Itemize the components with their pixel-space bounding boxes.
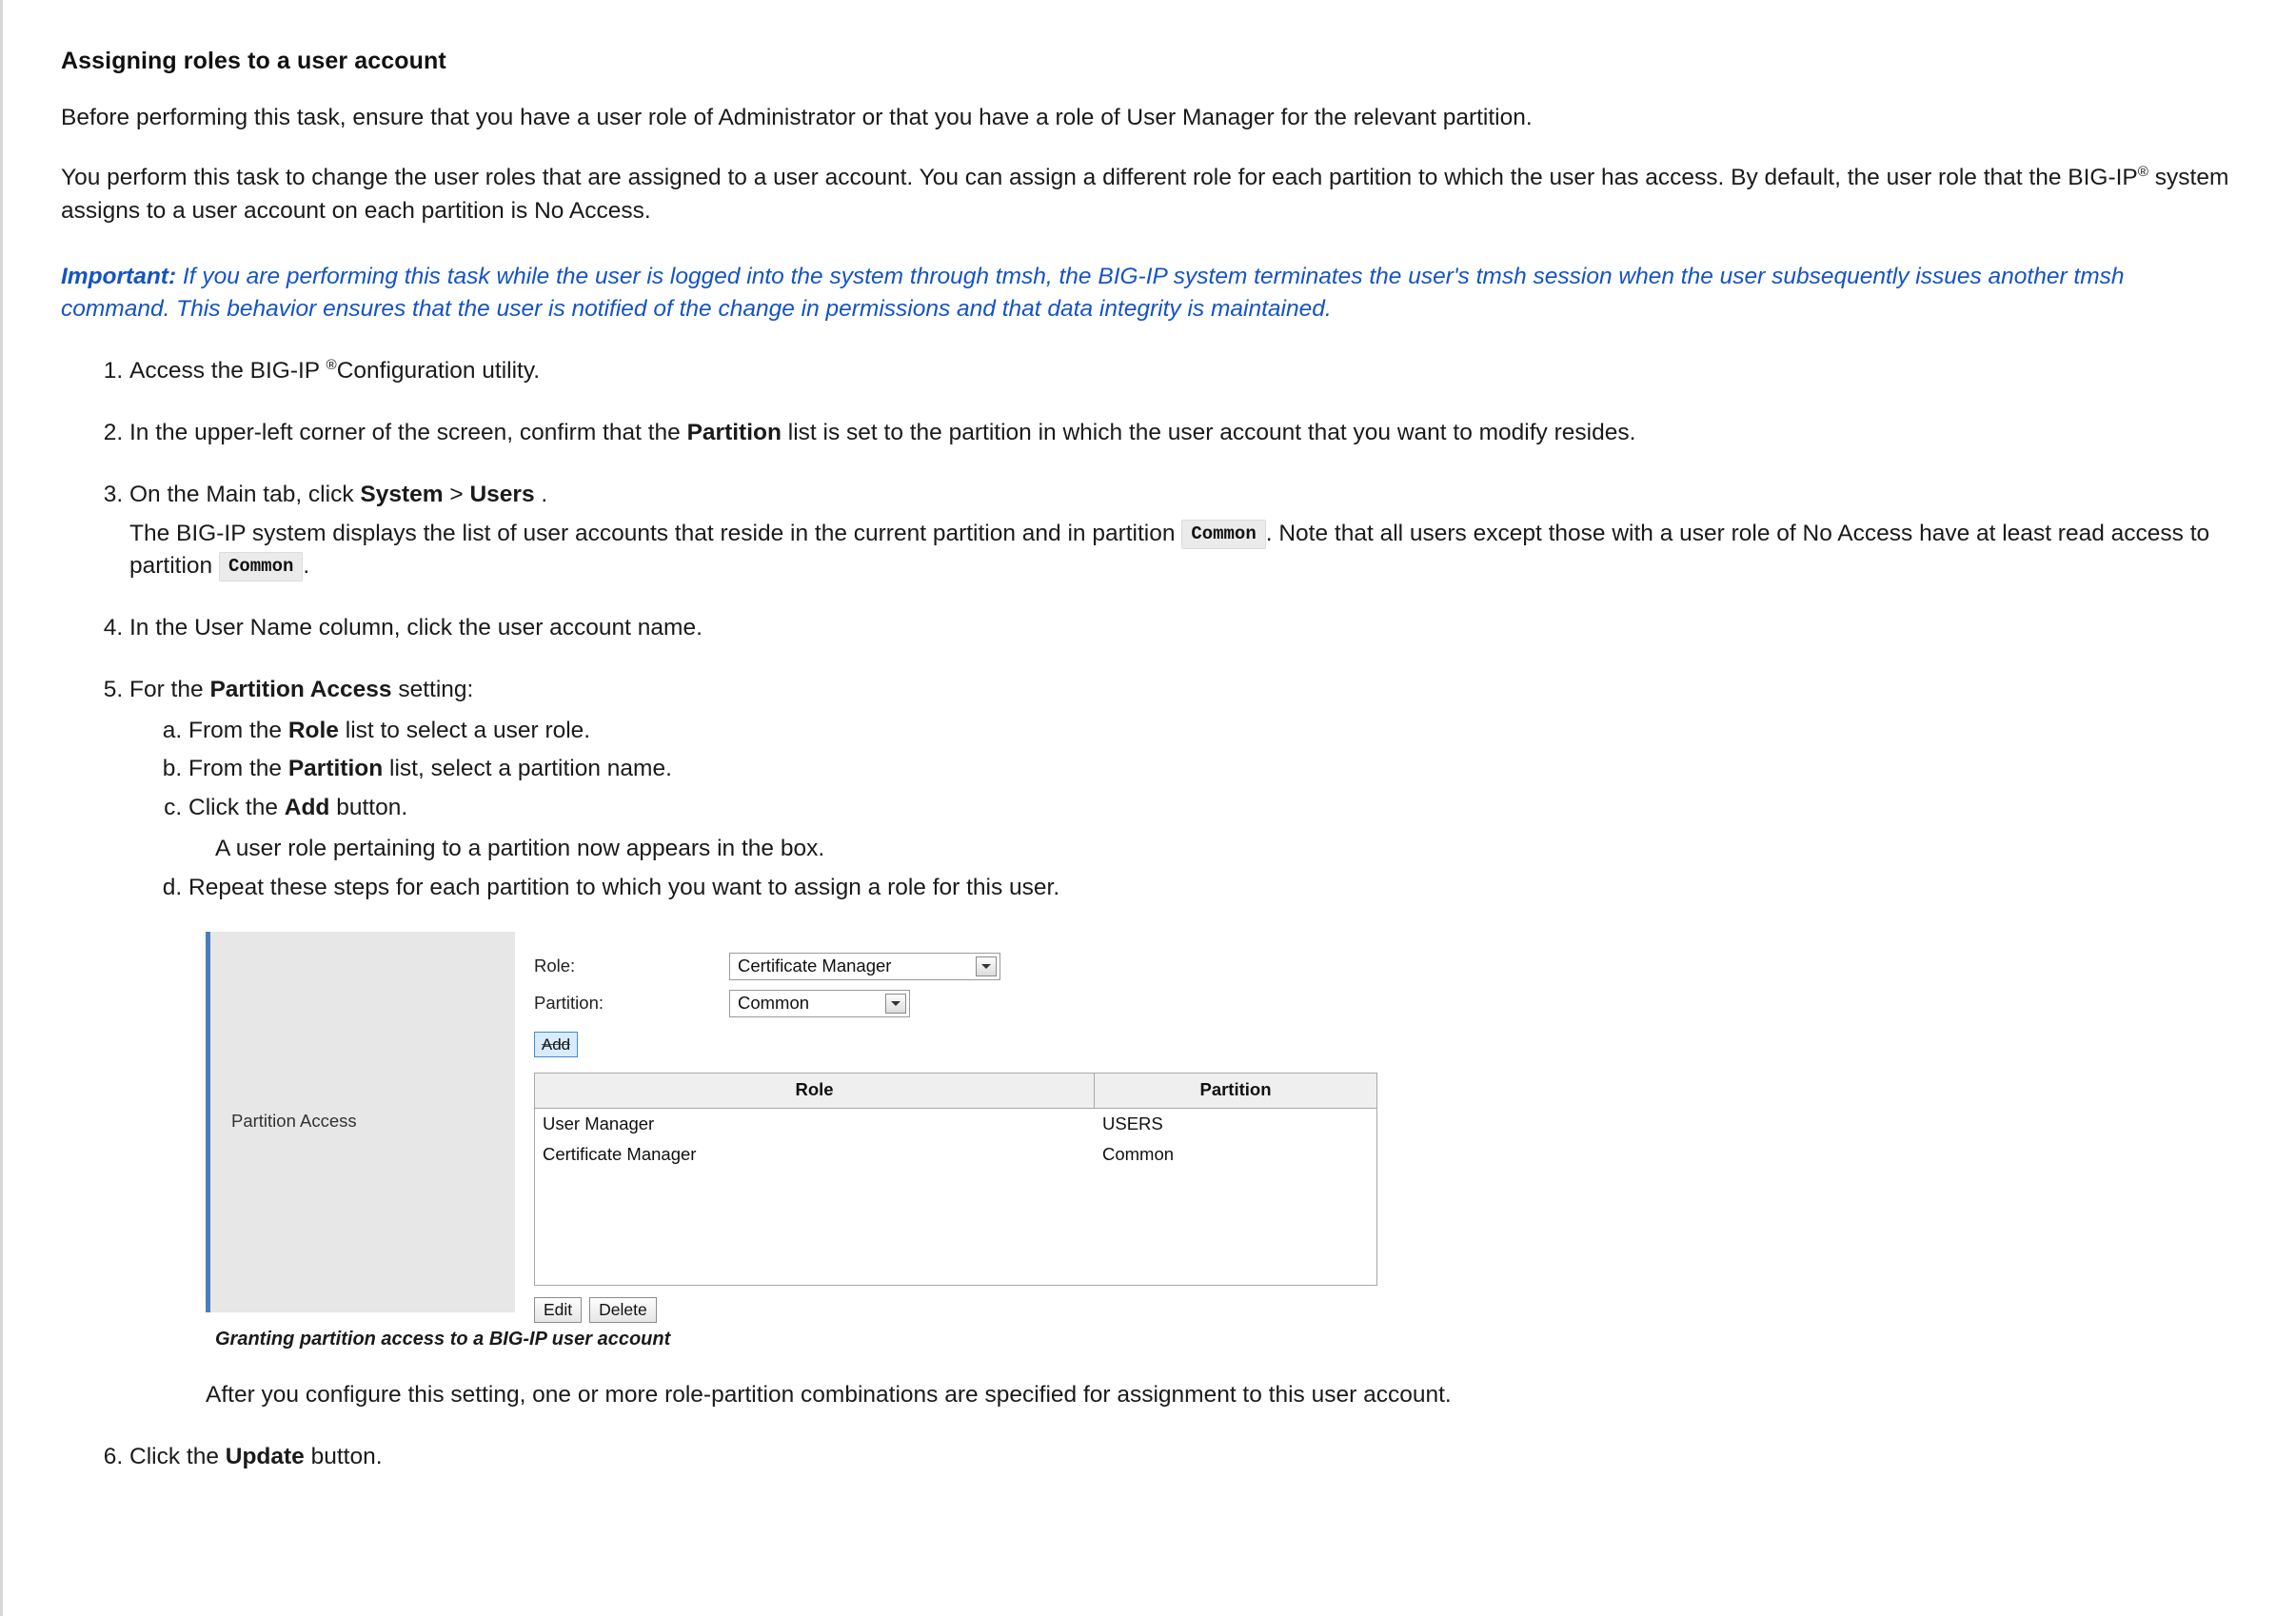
screenshot-body xyxy=(515,932,1380,1319)
step-5-substeps xyxy=(129,715,2235,905)
registered-mark-icon: ® xyxy=(326,357,337,374)
procedure-steps-continued xyxy=(61,1441,2235,1474)
role-select[interactable] xyxy=(729,953,1000,980)
step-3-note-b: . Note that all users except those with a user role of No Access have at least read access to partition xyxy=(129,520,2210,580)
page-title: Assigning roles to a user account xyxy=(61,48,446,74)
substep-c-bold-add: Add xyxy=(284,795,330,821)
step-5-text-b: setting: xyxy=(391,676,474,702)
after-figure-text: After you configure this setting, one or more role-partition combinations are specified for assignment to this user account. xyxy=(206,1381,1452,1408)
important-label: Important: xyxy=(61,263,177,289)
substep-c xyxy=(188,792,2235,866)
step-6 xyxy=(129,1441,2235,1474)
intro-text-part2: system assigns to a user account on each partition is No Access. xyxy=(61,164,2229,224)
figure-caption: Granting partition access to a BIG-IP user account xyxy=(215,1328,671,1350)
step-2-bold-partition: Partition xyxy=(686,420,782,445)
step-3 xyxy=(129,479,2235,583)
step-3-note-c: . xyxy=(303,553,310,580)
step-6-text-a: Click the xyxy=(129,1443,226,1469)
table-cell-role: Certificate Manager xyxy=(543,1143,697,1164)
step-1-text-a: Access the BIG-IP xyxy=(129,358,327,384)
table-cell-partition: Common xyxy=(1102,1143,1175,1164)
partition-field-label: Partition: xyxy=(534,992,604,1013)
step-2-text-b: list is set to the partition in which the user account that you want to modify resides. xyxy=(781,420,1636,445)
table-row[interactable] xyxy=(535,1109,1376,1139)
substep-c-text-a: Click the xyxy=(188,795,285,821)
substep-b-text-b: list, select a partition name. xyxy=(383,756,672,782)
chevron-down-icon[interactable] xyxy=(885,994,906,1014)
table-header-partition: Partition xyxy=(1199,1079,1272,1100)
substep-a-text-a: From the xyxy=(188,717,288,743)
table-row[interactable] xyxy=(535,1139,1376,1170)
prerequisite-text: Before performing this task, ensure that you have a user role of Administrator or that you have a role of User Manager for the relevant partition. xyxy=(61,105,1533,130)
code-tag-common-2: Common xyxy=(219,552,303,581)
role-field-row xyxy=(534,953,1380,980)
screenshot-label-column xyxy=(206,932,515,1312)
substep-c-text-b: button. xyxy=(329,795,408,821)
step-3-text-a: On the Main tab, click xyxy=(129,481,361,507)
step-3-bold-users: Users xyxy=(469,481,535,507)
important-note xyxy=(61,261,2235,327)
step-2-text-a: In the upper-left corner of the screen, confirm that the xyxy=(129,420,687,445)
add-button[interactable]: Add xyxy=(534,1032,578,1057)
substep-d-text: Repeat these steps for each partition to which you want to assign a role for this user. xyxy=(188,874,1060,900)
substep-c-note: A user role pertaining to a partition now appears in the box. xyxy=(215,836,825,862)
partition-field-row xyxy=(534,990,1380,1017)
figure-partition-access xyxy=(206,932,2235,1352)
step-4 xyxy=(129,612,2235,645)
step-5-text-a: For the xyxy=(129,676,210,702)
important-text: If you are performing this task while the user is logged into the system through tmsh, the BIG-IP system terminates the user's tmsh session when the user subsequently issues another tmsh command. This behavior ensures that the user is notified of the change in permissions and that data integrity is maintained. xyxy=(61,263,2125,323)
substep-d xyxy=(188,872,2235,905)
step-1-text-b: Configuration utility. xyxy=(336,358,541,384)
table-cell-role: User Manager xyxy=(543,1113,655,1133)
intro-text-part1: You perform this task to change the user roles that are assigned to a user account. You can assign a different role for each partition to which the user has access. By default, the user role that the BIG-IP xyxy=(61,164,2138,190)
delete-button[interactable]: Delete xyxy=(589,1297,657,1323)
step-6-bold-update: Update xyxy=(225,1443,305,1469)
table-cell-partition: USERS xyxy=(1102,1113,1163,1133)
edit-button[interactable]: Edit xyxy=(534,1297,582,1323)
substep-a-bold-role: Role xyxy=(287,717,339,743)
step-3-separator: > xyxy=(443,481,470,507)
table-body xyxy=(535,1109,1376,1285)
step-6-text-b: button. xyxy=(304,1443,383,1469)
table-header-role: Role xyxy=(535,1074,1095,1107)
step-2 xyxy=(129,417,2235,450)
step-3-note xyxy=(129,518,2235,584)
substep-b-text-a: From the xyxy=(188,756,288,782)
step-5-bold-partition-access: Partition Access xyxy=(209,676,392,702)
procedure-steps xyxy=(61,355,2235,1412)
substep-a xyxy=(188,715,2235,748)
partition-select[interactable] xyxy=(729,990,910,1017)
step-1 xyxy=(129,355,2235,388)
role-select-value: Certificate Manager xyxy=(738,955,892,976)
screenshot-partition-access xyxy=(206,932,1381,1319)
step-3-bold-system: System xyxy=(360,481,444,507)
role-partition-table xyxy=(534,1073,1377,1285)
partition-select-value: Common xyxy=(738,992,810,1013)
substep-a-text-b: list to select a user role. xyxy=(338,717,591,743)
intro-paragraph xyxy=(61,162,2235,228)
page-left-rule xyxy=(0,0,3,1616)
step-3-note-a: The BIG-IP system displays the list of user accounts that reside in the current partition and in partition xyxy=(129,520,1182,546)
step-3-text-b: . xyxy=(534,481,548,507)
table-action-buttons xyxy=(534,1297,1380,1323)
substep-b-bold-partition: Partition xyxy=(287,756,384,782)
chevron-down-icon[interactable] xyxy=(976,956,997,976)
code-tag-common-1: Common xyxy=(1181,520,1265,549)
step-4-text: In the User Name column, click the user account name. xyxy=(129,615,703,641)
role-field-label: Role: xyxy=(534,955,576,976)
step-5 xyxy=(129,674,2235,1412)
substep-b xyxy=(188,753,2235,786)
screenshot-setting-label: Partition Access xyxy=(231,1110,357,1131)
registered-mark-icon: ® xyxy=(2137,163,2148,180)
prerequisite-paragraph xyxy=(61,102,2235,135)
table-header-row xyxy=(535,1074,1376,1108)
